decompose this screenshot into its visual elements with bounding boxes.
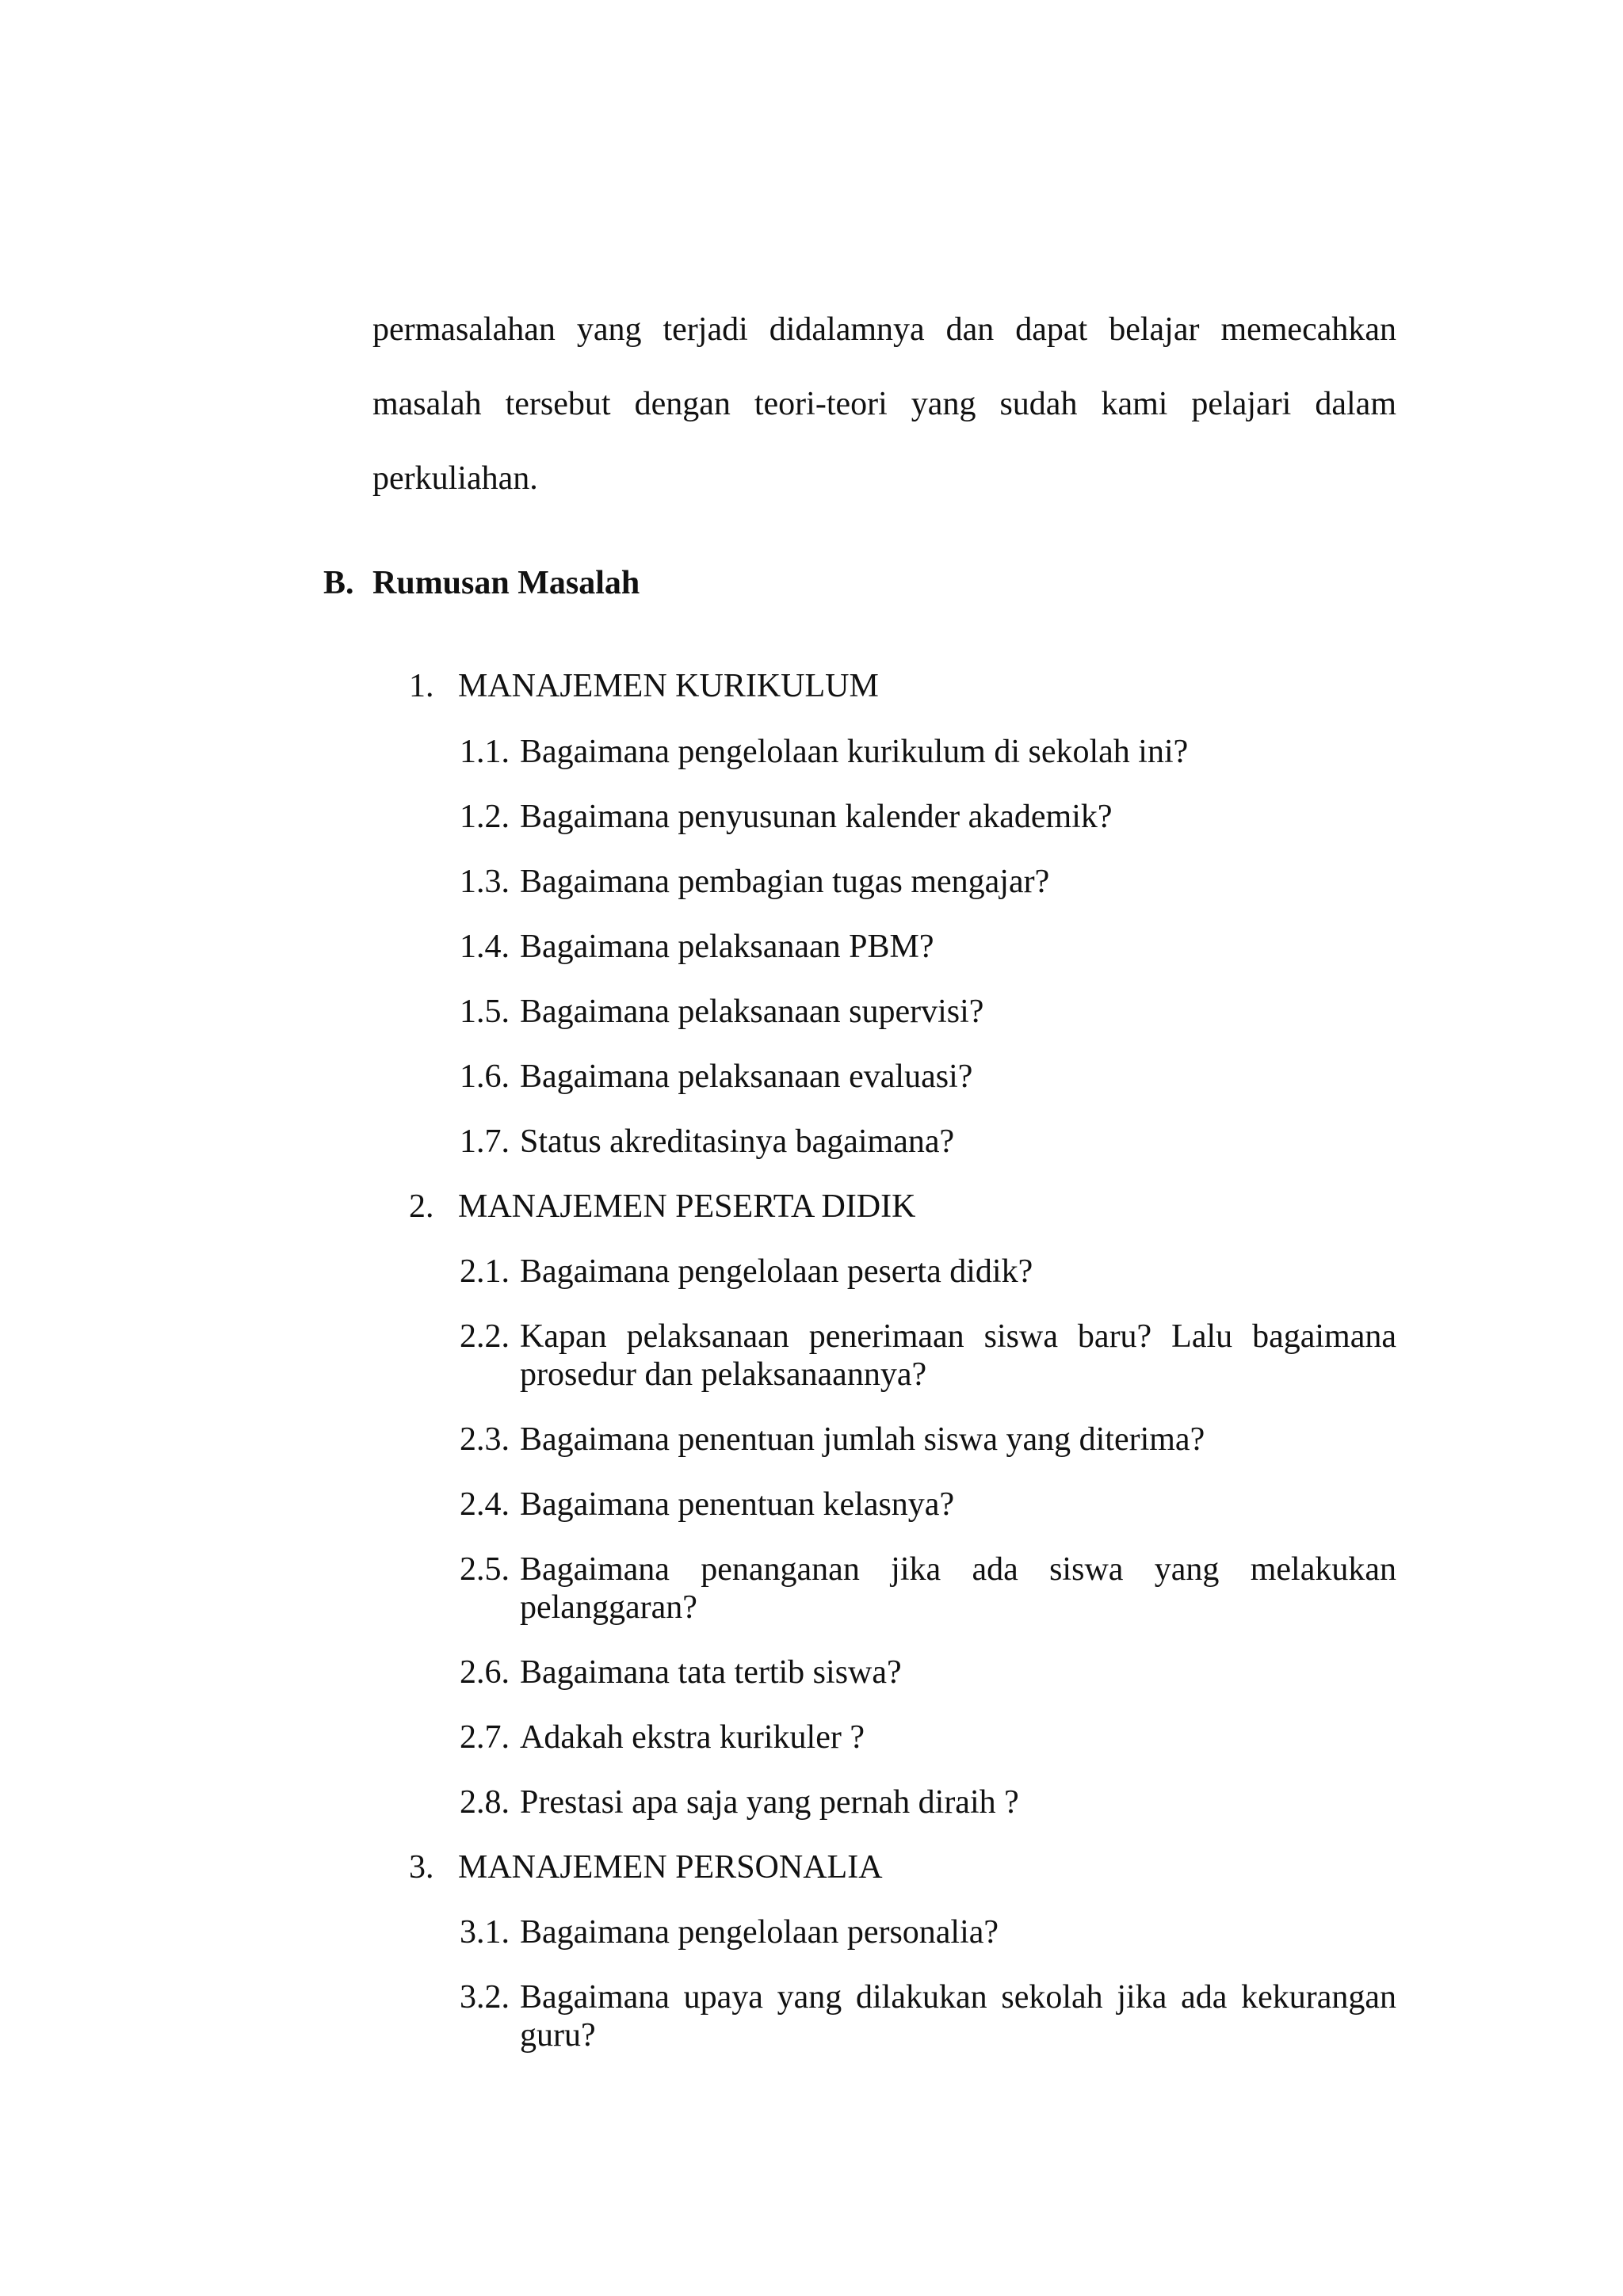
item-number: 1.2. <box>460 799 510 835</box>
list-item <box>460 1421 1396 1459</box>
item-text: Bagaimana upaya yang dilakukan sekolah jika ada kekurangan guru? <box>520 1979 1396 2054</box>
item-number: 2.7. <box>460 1719 510 1756</box>
list-item <box>460 1978 1396 2054</box>
group-heading <box>409 667 879 705</box>
item-number: 2.1. <box>460 1253 510 1290</box>
group-heading <box>409 1848 883 1886</box>
list-item <box>460 1550 1396 1627</box>
section-title: Rumusan Masalah <box>372 565 640 601</box>
item-number: 1.6. <box>460 1058 510 1095</box>
list-item <box>460 1653 1396 1691</box>
item-text: Bagaimana pengelolaan personalia? <box>520 1914 999 1951</box>
item-number: 1.1. <box>460 734 510 770</box>
group-title: MANAJEMEN PERSONALIA <box>458 1849 883 1886</box>
list-item <box>460 928 1396 966</box>
item-number: 2.4. <box>460 1486 510 1523</box>
list-item <box>460 798 1396 836</box>
item-number: 1.4. <box>460 929 510 965</box>
item-number: 2.6. <box>460 1654 510 1691</box>
item-text: Adakah ekstra kurikuler ? <box>520 1719 865 1756</box>
list-item <box>460 1253 1396 1291</box>
section-letter: B. <box>323 565 354 601</box>
item-number: 1.3. <box>460 864 510 900</box>
item-text: Status akreditasinya bagaimana? <box>520 1123 955 1160</box>
item-number: 3.1. <box>460 1914 510 1951</box>
item-number: 2.3. <box>460 1421 510 1458</box>
group-title: MANAJEMEN PESERTA DIDIK <box>458 1188 916 1225</box>
group-title: MANAJEMEN KURIKULUM <box>458 668 879 704</box>
item-text: Kapan pelaksanaan penerimaan siswa baru? Lalu bagaimana prosedur dan pelaksanaannya? <box>520 1318 1396 1393</box>
item-text: Bagaimana penyusunan kalender akademik? <box>520 799 1113 835</box>
item-text: Bagaimana pelaksanaan evaluasi? <box>520 1058 973 1095</box>
item-number: 1.7. <box>460 1123 510 1160</box>
group-number: 1. <box>409 668 434 704</box>
list-item <box>460 1486 1396 1524</box>
intro-line: masalah tersebut dengan teori-teori yang sudah kami pelajari dalam <box>372 386 1396 422</box>
item-text: Bagaimana penentuan jumlah siswa yang diterima? <box>520 1421 1205 1458</box>
intro-line: perkuliahan. <box>372 460 538 497</box>
group-number: 2. <box>409 1188 434 1225</box>
list-item <box>460 1318 1396 1394</box>
item-text: Bagaimana pelaksanaan supervisi? <box>520 994 984 1030</box>
item-text: Bagaimana penanganan jika ada siswa yang melakukan pelanggaran? <box>520 1551 1396 1626</box>
item-text: Bagaimana tata tertib siswa? <box>520 1654 902 1691</box>
item-text: Bagaimana penentuan kelasnya? <box>520 1486 955 1523</box>
group-heading <box>409 1188 915 1226</box>
item-text: Bagaimana pembagian tugas mengajar? <box>520 864 1050 900</box>
item-text: Bagaimana pengelolaan peserta didik? <box>520 1253 1033 1290</box>
list-item <box>460 863 1396 901</box>
list-item <box>460 1058 1396 1096</box>
list-item <box>460 733 1396 771</box>
list-item <box>460 1718 1396 1756</box>
list-item <box>460 1913 1396 1951</box>
group-number: 3. <box>409 1849 434 1886</box>
item-text: Bagaimana pengelolaan kurikulum di sekolah ini? <box>520 734 1189 770</box>
intro-line: permasalahan yang terjadi didalamnya dan dapat belajar memecahkan <box>372 311 1396 348</box>
item-number: 1.5. <box>460 994 510 1030</box>
item-number: 2.5. <box>460 1551 510 1588</box>
item-number: 2.2. <box>460 1318 510 1355</box>
list-item <box>460 1123 1396 1161</box>
section-heading <box>323 564 640 602</box>
item-number: 2.8. <box>460 1784 510 1821</box>
item-text: Bagaimana pelaksanaan PBM? <box>520 929 934 965</box>
item-number: 3.2. <box>460 1979 510 2016</box>
item-text: Prestasi apa saja yang pernah diraih ? <box>520 1784 1019 1821</box>
list-item <box>460 993 1396 1031</box>
list-item <box>460 1783 1396 1821</box>
